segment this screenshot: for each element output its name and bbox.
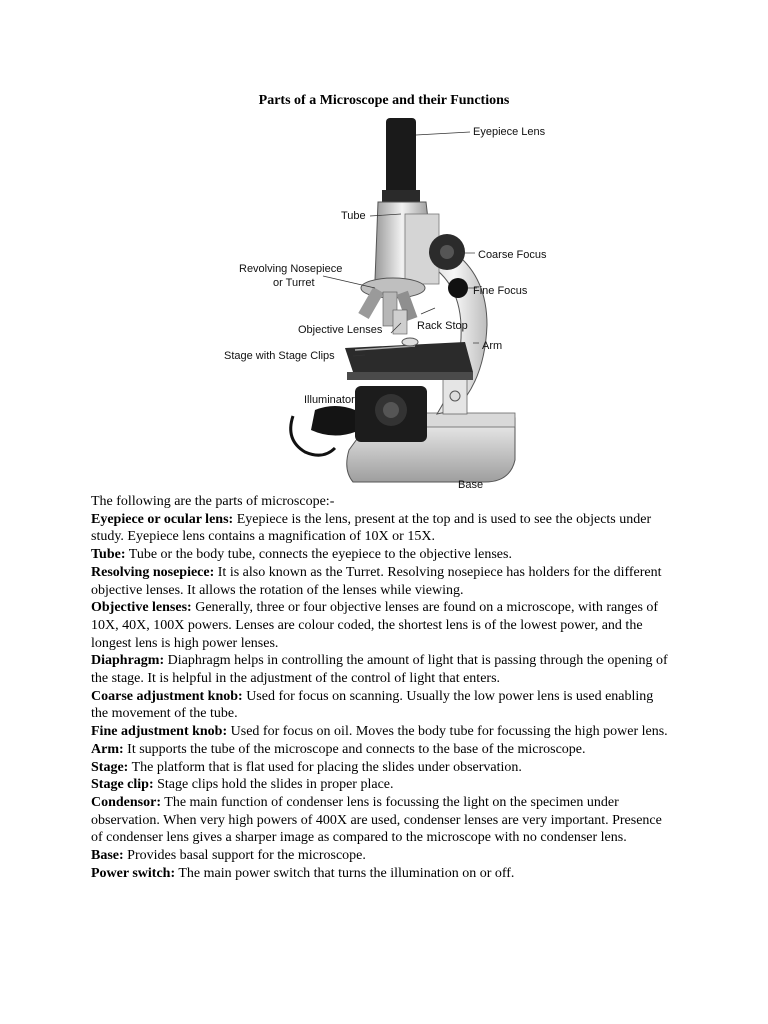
part-description: Generally, three or four objective lenses are found on a microscope, with ranges of 10X, 40X, 100X powers. Lenses are colour coded, the shortest lens is of the lowest power, and the longest lens is high power lenses. <box>91 600 659 651</box>
part-term: Tube: <box>91 547 126 563</box>
microscope-illustration <box>215 110 555 495</box>
label-illuminator: Illuminator <box>304 394 355 406</box>
part-entry <box>91 759 671 777</box>
part-entry <box>91 865 671 883</box>
part-entry <box>91 794 671 847</box>
part-term: Coarse adjustment knob: <box>91 688 243 704</box>
label-tube: Tube <box>341 210 366 222</box>
part-term: Objective lenses: <box>91 600 192 616</box>
part-term: Condensor: <box>91 794 162 810</box>
part-entry <box>91 652 671 687</box>
part-entry <box>91 546 671 564</box>
part-entry <box>91 723 671 741</box>
label-eyepiece-lens: Eyepiece Lens <box>473 126 546 138</box>
label-revolving-nosepiece: Revolving Nosepiece <box>239 263 343 275</box>
part-entry <box>91 847 671 865</box>
label-arm: Arm <box>482 340 503 352</box>
part-entry <box>91 511 671 546</box>
part-entry <box>91 688 671 723</box>
part-description: The platform that is flat used for placing the slides under observation. <box>128 759 522 775</box>
part-term: Eyepiece or ocular lens: <box>91 511 234 527</box>
part-term: Power switch: <box>91 865 176 881</box>
part-entry <box>91 564 671 599</box>
label-base: Base <box>458 479 484 491</box>
part-description: Provides basal support for the microscope. <box>123 848 366 864</box>
intro-line: The following are the parts of microscope:- <box>91 494 335 509</box>
part-term: Arm: <box>91 741 124 757</box>
part-description: It is also known as the Turret. Resolving nosepiece has holders for the different objective lenses. It allows the rotation of the lenses while viewing. <box>91 564 662 598</box>
part-description: Eyepiece is the lens, present at the top and is used to see the objects under study. Eyepiece lens contains a magnification of 10X or 15X. <box>91 511 652 545</box>
page-title: Parts of a Microscope and their Functions <box>258 93 510 108</box>
label-stage-with-stage-clips: Stage with Stage Clips <box>224 350 335 362</box>
label-or-turret: or Turret <box>273 277 315 289</box>
part-term: Base: <box>91 848 124 864</box>
label-fine-focus: Fine Focus <box>473 285 528 297</box>
part-term: Stage clip: <box>91 777 154 793</box>
label-coarse-focus: Coarse Focus <box>478 249 547 261</box>
part-term: Diaphragm: <box>91 653 165 669</box>
parts-description <box>91 493 671 882</box>
part-entry <box>91 599 671 652</box>
fine-knob-shape <box>448 278 468 298</box>
part-description: Used for focus on oil. Moves the body tube for focussing the high power lens. <box>227 724 668 740</box>
part-description: Stage clips hold the slides in proper place. <box>153 777 394 793</box>
part-description: The main function of condenser lens is focussing the light on the specimen under observation. When very high powers of 400X are used, condenser lenses are very important. Presence of condenser lens gives a sharper image as compared to the microscope with no condenser lens. <box>91 794 662 846</box>
part-description: The main power switch that turns the illumination on or off. <box>175 865 515 881</box>
eyepiece-shape <box>386 118 416 196</box>
part-description: Tube or the body tube, connects the eyepiece to the objective lenses. <box>125 547 512 563</box>
part-description: It supports the tube of the microscope and connects to the base of the microscope. <box>123 741 586 757</box>
part-term: Fine adjustment knob: <box>91 724 228 740</box>
part-entry <box>91 741 671 759</box>
label-objective-lenses: Objective Lenses <box>298 324 383 336</box>
part-entry <box>91 776 671 794</box>
microscope-figure <box>215 110 555 495</box>
label-rack-stop: Rack Stop <box>417 320 468 332</box>
part-term: Stage: <box>91 759 129 775</box>
part-description: Used for focus on scanning. Usually the low power lens is used enabling the movement of the tube. <box>91 688 654 722</box>
part-term: Resolving nosepiece: <box>91 564 215 580</box>
part-description: Diaphragm helps in controlling the amount of light that is passing through the opening of the stage. It is helpful in the adjustment of the control of light that enters. <box>91 653 668 687</box>
